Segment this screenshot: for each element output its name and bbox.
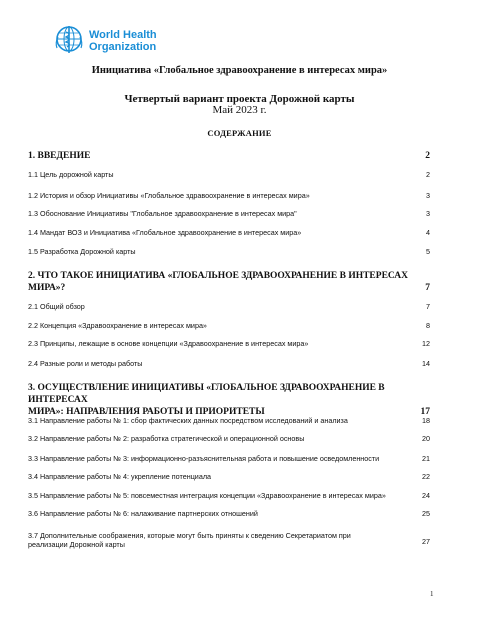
toc-page-number: 8	[426, 321, 430, 330]
toc-page-number: 20	[422, 434, 430, 443]
toc-entry[interactable]	[28, 321, 430, 330]
toc-page-number: 14	[422, 359, 430, 368]
toc-page-number: 12	[422, 339, 430, 348]
contents-heading: СОДЕРЖАНИЕ	[207, 128, 272, 138]
logo-line-1: World Health	[89, 29, 157, 41]
document-subtitle: Четвертый вариант проекта Дорожной карты	[124, 93, 355, 105]
toc-page-number: 27	[422, 537, 430, 546]
toc-heading-line-2	[28, 282, 430, 294]
toc-page-number: 17	[420, 407, 430, 417]
toc-page-number: 3	[426, 209, 430, 218]
toc-entry[interactable]	[28, 491, 430, 500]
toc-heading-line-1: 2. ЧТО ТАКОЕ ИНИЦИАТИВА «ГЛОБАЛЬНОЕ ЗДРАВООХРАНЕНИЕ В ИНТЕРЕСАХ	[28, 271, 409, 281]
toc-entry[interactable]	[28, 454, 430, 463]
toc-entry[interactable]	[28, 359, 430, 368]
toc-page-number: 7	[425, 283, 430, 293]
toc-entry[interactable]	[28, 209, 430, 218]
toc-entry-label: 2.4 Разные роли и методы работы	[28, 359, 143, 368]
toc-heading-text: МИРА»?	[28, 283, 66, 293]
toc-entry-label: 3.1 Направление работы № 1: сбор фактических данных посредством исследований и анализа	[28, 416, 348, 425]
toc-entry[interactable]	[28, 509, 430, 518]
document-date: Май 2023 г.	[212, 104, 267, 116]
toc-page-number: 25	[422, 509, 430, 518]
toc-page-number: 2	[425, 151, 430, 161]
toc-entry-label: 3.2 Направление работы № 2: разработка стратегической и операционной основы	[28, 434, 305, 443]
toc-entry-label: 2.3 Принципы, лежащие в основе концепции «Здравоохранение в интересах мира»	[28, 339, 309, 348]
toc-entry-label: 1.1 Цель дорожной карты	[28, 170, 114, 179]
toc-page-number: 2	[426, 170, 430, 179]
toc-heading-text: МИРА»: НАПРАВЛЕНИЯ РАБОТЫ И ПРИОРИТЕТЫ	[28, 407, 265, 417]
toc-entry[interactable]	[28, 434, 430, 443]
toc-entry[interactable]	[28, 247, 430, 256]
toc-section-heading[interactable]	[28, 382, 430, 418]
toc-entry[interactable]	[28, 302, 430, 311]
toc-entry-label: 1.2 История и обзор Инициативы «Глобальное здравоохранение в интересах мира»	[28, 191, 310, 200]
toc-heading-text: 1. ВВЕДЕНИЕ	[28, 151, 91, 161]
toc-section-heading[interactable]	[28, 150, 430, 162]
toc-entry-label: 3.7 Дополнительные соображения, которые могут быть приняты к сведению Секретариатом при реализации Дорожной карты	[28, 531, 351, 549]
toc-page-number: 7	[426, 302, 430, 311]
toc-page-number: 3	[426, 191, 430, 200]
footer-page-number: 1	[430, 590, 434, 598]
logo-line-2: Organization	[89, 41, 157, 53]
document-title: Инициатива «Глобальное здравоохранение в интересах мира»	[91, 65, 388, 76]
toc-page-number: 5	[426, 247, 430, 256]
toc-entry[interactable]	[28, 191, 430, 200]
toc-entry[interactable]	[28, 228, 430, 237]
toc-entry-label: 1.4 Мандат ВОЗ и Инициатива «Глобальное здравоохранение в интересах мира»	[28, 228, 302, 237]
toc-section-heading[interactable]	[28, 270, 430, 294]
toc-entry[interactable]	[28, 170, 430, 179]
toc-page-number: 22	[422, 472, 430, 481]
toc-page-number: 24	[422, 491, 430, 500]
toc-entry-label: 3.5 Направление работы № 5: повсеместная интеграция концепции «Здравоохранение в интересах мира»	[28, 491, 386, 500]
toc-entry[interactable]	[28, 339, 430, 348]
toc-entry-label: 3.6 Направление работы № 6: налаживание партнерских отношений	[28, 509, 258, 518]
toc-entry-label: 3.3 Направление работы № 3: информационно-разъяснительная работа и повышение осведомленности	[28, 454, 380, 463]
toc-page-number: 18	[422, 416, 430, 425]
toc-page-number: 21	[422, 454, 430, 463]
toc-entry-label: 1.5 Разработка Дорожной карты	[28, 247, 136, 256]
toc-entry-label: 2.2 Концепция «Здравоохранение в интересах мира»	[28, 321, 207, 330]
toc-page-number: 4	[426, 228, 430, 237]
toc-entry-label: 3.4 Направление работы № 4: укрепление потенциала	[28, 472, 212, 481]
toc-entry[interactable]	[28, 416, 430, 425]
toc-entry-label: 1.3 Обоснование Инициативы "Глобальное здравоохранение в интересах мира"	[28, 209, 297, 218]
toc-entry-label: 2.1 Общий обзор	[28, 302, 85, 311]
toc-heading-line-1: 3. ОСУЩЕСТВЛЕНИЕ ИНИЦИАТИВЫ «ГЛОБАЛЬНОЕ ЗДРАВООХРАНЕНИЕ В ИНТЕРЕСАХ	[28, 383, 385, 405]
toc-entry[interactable]	[28, 531, 430, 549]
toc-entry[interactable]	[28, 472, 430, 481]
